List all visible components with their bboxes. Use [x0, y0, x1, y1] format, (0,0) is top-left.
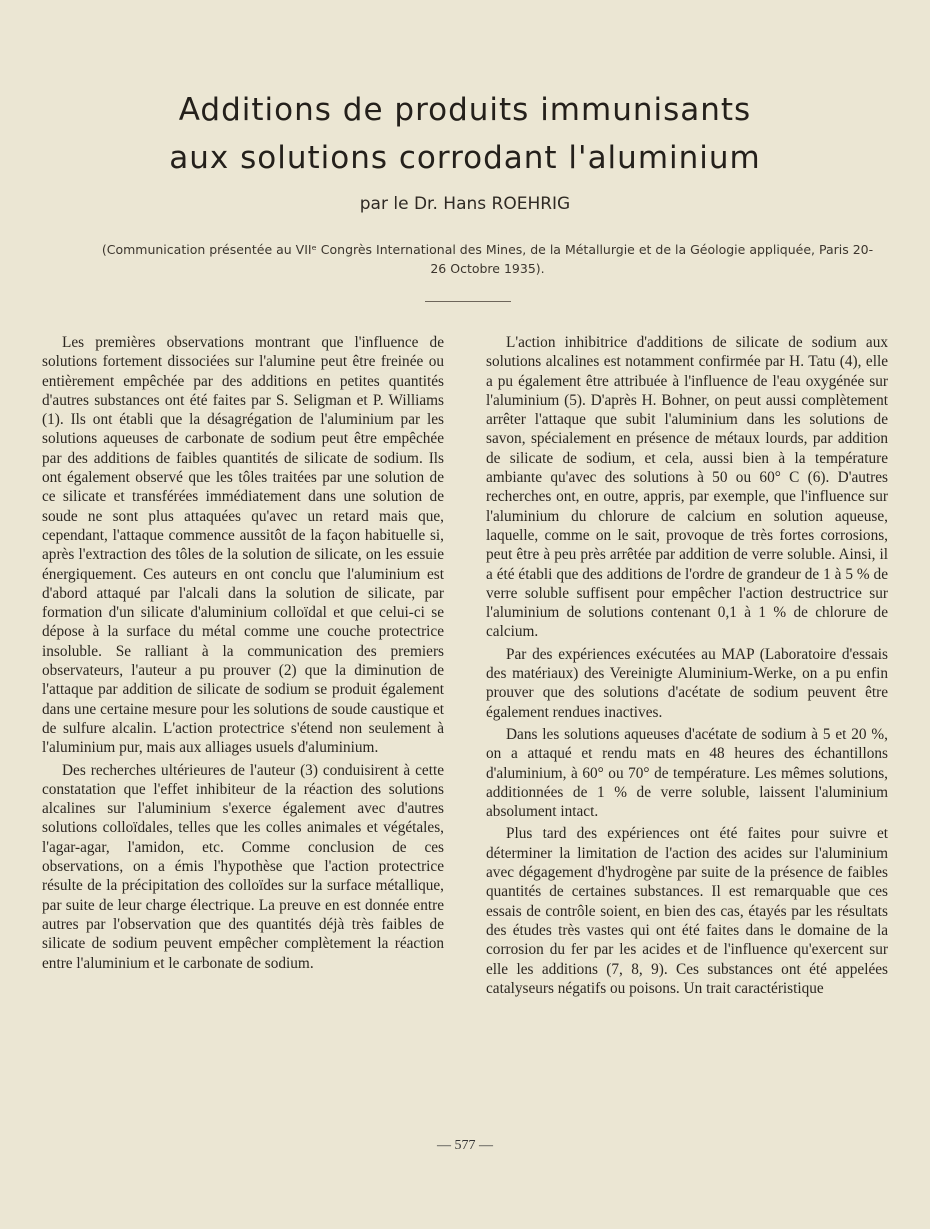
author-line: par le Dr. Hans ROEHRIG [359, 194, 571, 214]
left-paragraph-2: Des recherches ultérieures de l'auteur (3) conduisirent à cette constatation que l'effet inhibiteur de la réaction des solutions alcalines sur l'aluminium s'exerce également avec d'autres solutions colloïdales, telles que les colles animales et végétales, l'agar-agar, l'amidon, etc. Comme conclusion de ces observations, on a émis l'hypothèse que l'action protectrice résulte de la précipitation des colloïdes sur la surface métallique, par suite de leur charge électrique. La preuve en est donnée entre autres par l'observation que des quantités déjà très faibles de silicate de sodium peuvent empêcher complètement la réaction entre l'aluminium et le carbonate de sodium. [42, 761, 444, 972]
right-paragraph-4: Plus tard des expériences ont été faites pour suivre et déterminer la limitation de l'action des acides sur l'aluminium avec dégagement d'hydrogène par suite de la présence de faibles quantités de certaines substances. Il est remarquable que ces essais de contrôle soient, en bien des cas, étayés par les résultats des études très vastes qui ont été faites dans le domaine de la corrosion du fer par les acides et de l'influence qu'exercent sur elle les additions (7, 8, 9). Ces substances ont été appelées catalyseurs négatifs ou poisons. Un trait caractéristique [486, 825, 888, 997]
separator-rule [425, 301, 511, 302]
page-number: — 577 — [437, 1138, 493, 1153]
right-paragraph-3: Dans les solutions aqueuses d'acétate de sodium à 5 et 20 %, on a attaqué et rendu mats en 48 heures des échantillons d'aluminium, à 60° ou 70° de température. Les mêmes solutions, additionnées de 1 % de verre soluble, laissent l'aluminium absolument intact. [486, 725, 888, 821]
title-line-2: aux solutions corrodant l'aluminium [169, 140, 761, 176]
right-paragraph-2: Par des expériences exécutées au MAP (Laboratoire d'essais des matériaux) des Vereinigte Aluminium-Werke, on a pu enfin prouver que des solutions d'acétate de sodium peuvent être également rendues inactives. [486, 645, 888, 721]
right-paragraph-1: L'action inhibitrice d'additions de silicate de sodium aux solutions alcalines est notamment confirmée par H. Tatu (4), elle a pu également être attribuée à l'influence de l'eau oxygénée sur l'aluminium (5). D'après H. Bohner, on peut aussi complètement arrêter l'attaque que subit l'aluminium dans les solutions de savon, spécialement en présence de métaux lourds, par addition de silicate de sodium, et cela, aussi bien à la température ambiante qu'avec des solutions à 50 ou 60° C (6). D'autres recherches ont, en outre, appris, par exemple, que l'influence sur l'aluminium du chlorure de calcium en solution aqueuse, laquelle, comme on le sait, provoque de très fortes corrosions, peut être à peu près arrêtée par addition de verre soluble. Ainsi, il a été établi que des additions de l'ordre de grandeur de 1 à 5 % de verre soluble suffisent pour empêcher l'action destructrice sur l'aluminium de solutions contenant 0,1 à 1 % de chlorure de calcium. [486, 334, 888, 641]
right-column [486, 333, 888, 1001]
left-column [42, 333, 444, 976]
communication-note: (Communication présentée au VIIᵉ Congrès International des Mines, de la Métallurgie et de la Géologie appliquée, Paris 20-26 Octobre 1935). [101, 242, 874, 276]
left-paragraph-1: Les premières observations montrant que l'influence de solutions fortement dissociées sur l'alumine peut être freinée ou entièrement empêchée par des additions en petites quantités d'autres substances ont été faites par S. Seligman et P. Williams (1). Ils ont établi que la désagrégation de l'aluminium par les solutions aqueuses de carbonate de sodium peut être empêchée par des additions de faibles quantités de silicate de sodium. Ils ont également observé que les tôles traitées par une solution de ce silicate et transférées immédiatement dans une solution de soude ne sont plus attaquées qu'avec un retard mais que, cependant, l'attaque commence aussitôt de la façon habituelle si, après l'extraction des tôles de la solution de silicate, on les essuie énergiquement. Ces auteurs en ont conclu que l'aluminium est d'abord attaqué par l'alcali dans la solution de silicate, par formation d'un silicate d'aluminium colloïdal et que celui-ci se dépose à la surface du métal comme une couche protectrice insoluble. Se ralliant à la communication des premiers observateurs, l'auteur a pu prouver (2) que la diminution de l'attaque par addition de silicate de sodium se produit également dans une certaine mesure pour les solutions de soude caustique et de sulfure alcalin. L'action protectrice s'étend non seulement à l'aluminium pur, mais aux alliages usuels d'aluminium. [42, 334, 444, 757]
title-line-1: Additions de produits immunisants [178, 92, 752, 128]
